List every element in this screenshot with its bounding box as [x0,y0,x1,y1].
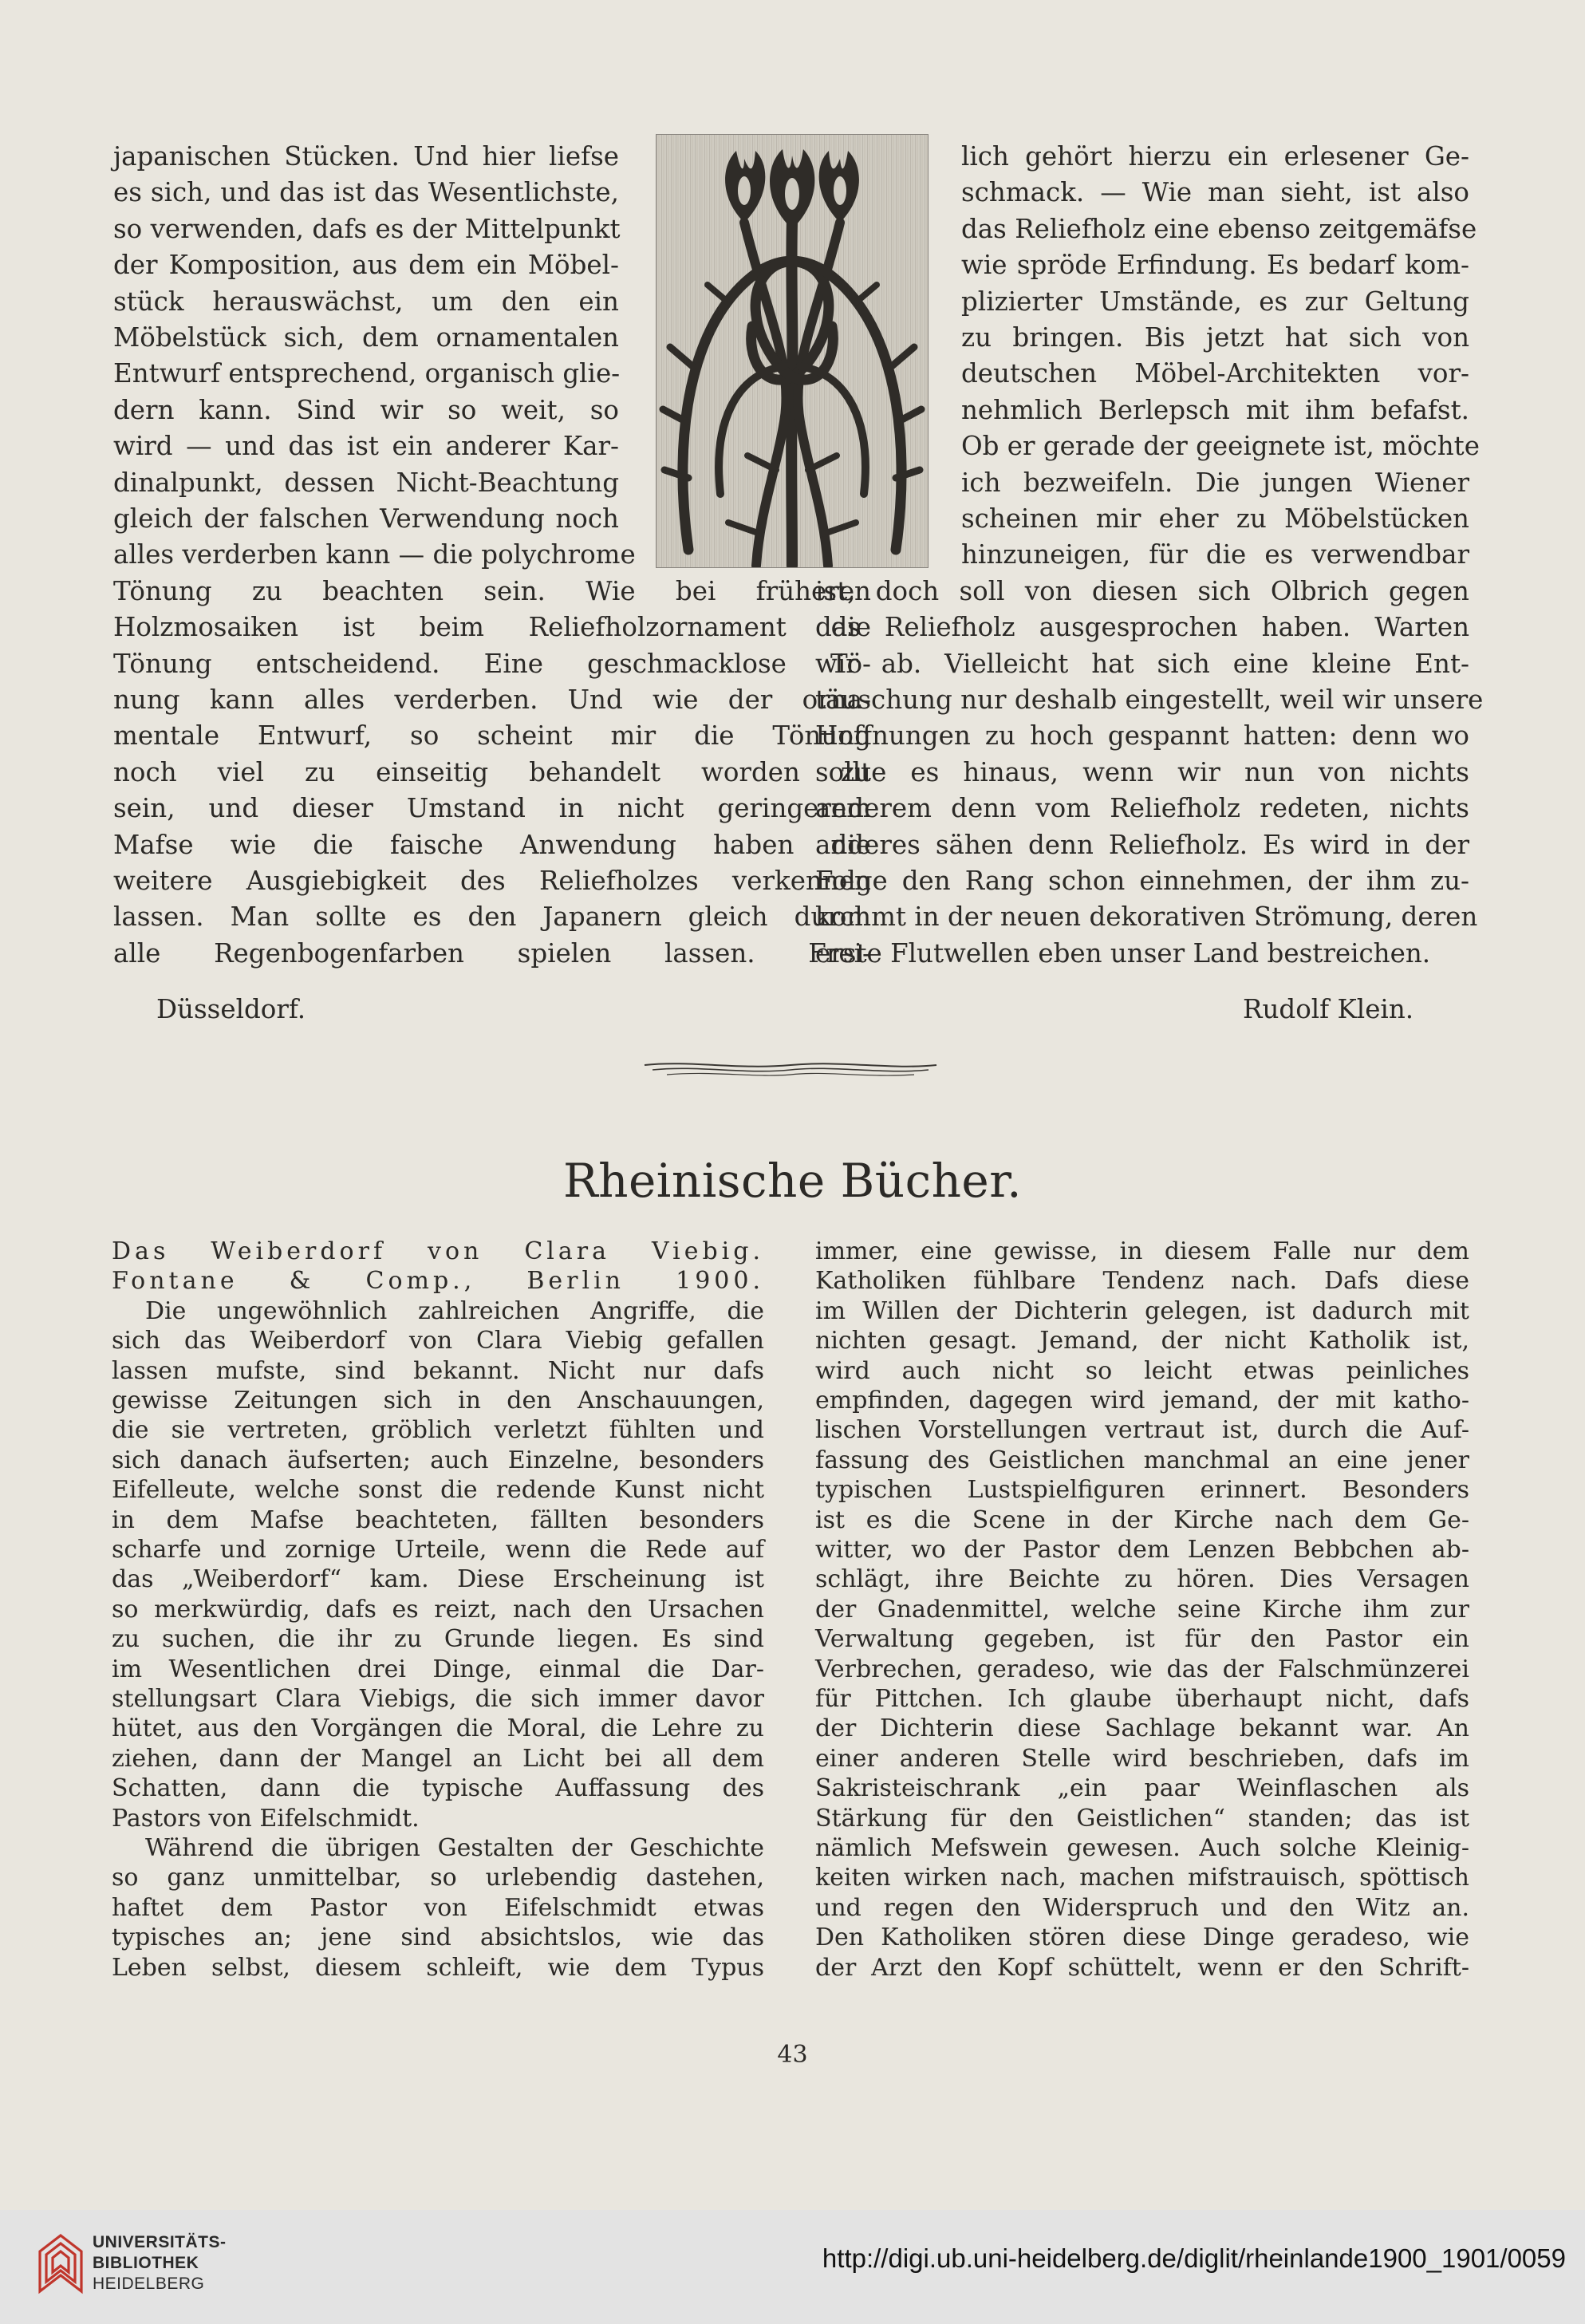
relief-wood-ornament-image [656,134,929,568]
text-line: deutschen Möbel-Architekten vor- [961,358,1469,389]
text-line: lich gehört hierzu ein erlesener Ge- [961,141,1469,172]
text-line: hinzuneigen, für die es verwendbar [961,539,1469,570]
text-line: Schatten, dann die typische Auffassung des [112,1774,764,1803]
text-line: wir ab. Vielleicht hat sich eine kleine Ent- [815,648,1469,679]
text-line: einer anderen Stelle wird beschrieben, dafs im [815,1744,1469,1773]
section-divider-ornament [643,1057,938,1081]
text-line: Folge den Rang schon einnehmen, der ihm zu- [815,866,1469,896]
text-line: für Pittchen. Ich glaube überhaupt nicht, dafs [815,1685,1469,1713]
text-line: Tönung zu beachten sein. Wie bei früheren [113,575,871,606]
text-line: plizierter Umstände, es zur Geltung [961,286,1469,317]
text-line: ist, doch soll von diesen sich Olbrich gegen [815,575,1469,606]
text-line: gewisse Zeitungen sich in den Anschauungen, [112,1387,764,1415]
text-line: Den Katholiken stören diese Dinge geradeso, wie [815,1924,1469,1952]
text-line: dinalpunkt, dessen Nicht-Beachtung [113,467,619,498]
text-line: alle Regenbogenfarben spielen lassen. Frei- [113,937,871,969]
university-library-logo-icon [32,2227,91,2299]
text-line: ziehen, dann der Mangel an Licht bei all dem [112,1744,764,1773]
text-line: empfinden, dagegen wird jemand, der mit katho- [815,1387,1469,1415]
text-line: Fontane & Comp., Berlin 1900. [112,1267,764,1296]
text-line: Möbelstück sich, dem ornamentalen [113,322,619,353]
text-line: fassung des Geistlichen manchmal an eine jener [815,1446,1469,1474]
text-line: sich das Weiberdorf von Clara Viebig gefallen [112,1327,764,1355]
article1-place: Düsseldorf. [156,994,306,1024]
section-title: Rheinische Bücher. [562,1154,1023,1208]
text-line: anderes sähen denn Reliefholz. Es wird in der [815,829,1469,860]
text-line: nämlich Mefswein gewesen. Auch solche Kleinig- [815,1834,1469,1862]
text-line: wird auch nicht so leicht etwas peinliches [815,1356,1469,1385]
text-line: nung kann alles verderben. Und wie der orna- [113,685,871,715]
text-line: typisches an; jene sind absichtslos, wie das [112,1924,764,1952]
text-line: typischen Lustspielfiguren erinnert. Besonders [815,1476,1469,1505]
text-line: stellungsart Clara Viebigs, die sich immer davor [112,1685,764,1713]
text-line: Holzmosaiken ist beim Reliefholzornament die [113,612,871,643]
text-line: lassen mufste, sind bekannt. Nicht nur dafs [112,1356,764,1385]
library-name [93,2232,227,2294]
text-line: alles verderben kann — die polychrome [113,539,636,570]
text-line: schlägt, ihre Beichte zu hören. Dies Versagen [815,1565,1469,1594]
text-line: Ob er gerade der geeignete ist, möchte [961,431,1480,462]
text-line: Entwurf entsprechend, organisch glie- [113,358,621,389]
text-line: Eifelleute, welche sonst die redende Kunst nicht [112,1476,764,1505]
text-line: anderem denn vom Reliefholz redeten, nichts [815,793,1469,824]
text-line: nichten gesagt. Jemand, der nicht Katholik ist, [815,1327,1469,1355]
text-line: Verbrechen, geradeso, wie das der Falschmünzerei [815,1655,1469,1683]
text-line: Leben selbst, diesem schleift, wie dem Typus [112,1953,764,1982]
text-line: täuschung nur deshalb eingestellt, weil wir unsere [815,685,1484,715]
text-line: lassen. Man sollte es den Japanern gleich durch [113,902,871,933]
text-line: zu bringen. Bis jetzt hat sich von [961,322,1469,353]
text-line: das Reliefholz ausgesprochen haben. Warten [815,612,1469,643]
text-line: scharfe und zornige Urteile, wenn die Rede auf [112,1536,764,1564]
text-line: ist es die Scene in der Kirche nach dem Ge- [815,1505,1469,1534]
text-line: sich danach äufserten; auch Einzelne, besonders [112,1446,764,1474]
text-line: in dem Mafse beachteten, fällten besonders [112,1505,764,1534]
text-line: Katholiken fühlbare Tendenz nach. Dafs diese [815,1267,1469,1296]
text-line: hütet, aus den Vorgängen die Moral, die Lehre zu [112,1714,764,1743]
text-line: so verwenden, dafs es der Mittelpunkt [113,213,621,244]
text-line: Sakristeischrank „ein paar Weinflaschen als [815,1774,1469,1803]
text-line: Verwaltung gegeben, ist für den Pastor ein [815,1625,1469,1654]
library-name-line2: BIBLIOTHEK [93,2254,199,2272]
text-line: haftet dem Pastor von Eifelschmidt etwas [112,1893,764,1922]
text-line: japanischen Stücken. Und hier liefse [113,141,619,172]
text-line: nehmlich Berlepsch mit ihm befafst. [961,394,1469,425]
text-line: Stärkung für den Geistlichen“ standen; das ist [815,1804,1469,1833]
text-line: stück herauswächst, um den ein [113,286,619,317]
text-line: dern kann. Sind wir so weit, so [113,394,619,425]
page-number: 43 [777,2041,808,2069]
text-line: sein, und dieser Umstand in nicht geringerem [113,793,871,824]
text-line: das „Weiberdorf“ kam. Diese Erscheinung ist [112,1565,764,1594]
library-name-line3: HEIDELBERG [93,2275,205,2293]
text-line: Das Weiberdorf von Clara Viebig. [112,1237,764,1265]
text-line: im Wesentlichen drei Dinge, einmal die Dar- [112,1655,764,1683]
text-line: mentale Entwurf, so scheint mir die Tönung [113,720,871,752]
text-line: scheinen mir eher zu Möbelstücken [961,503,1469,534]
text-line: der Arzt den Kopf schüttelt, wenn er den Schrift- [815,1953,1469,1982]
text-line: noch viel zu einseitig behandelt worden zu [113,756,871,787]
text-line: immer, eine gewisse, in diesem Falle nur dem [815,1237,1469,1265]
text-line: zu suchen, die ihr zu Grunde liegen. Es sind [112,1625,764,1654]
text-line: erste Flutwellen eben unser Land bestreichen. [815,937,1431,969]
text-line: so merkwürdig, dafs es reizt, nach den Ursachen [112,1595,764,1624]
text-line: im Willen der Dichterin gelegen, ist dadurch mit [815,1296,1469,1325]
text-line: Hoffnungen zu hoch gespannt hatten: denn wo [815,720,1469,752]
text-line: keiten wirken nach, machen mifstrauisch, spöttisch [815,1864,1469,1892]
text-line: Pastors von Eifelschmidt. [112,1804,420,1833]
text-line: es sich, und das ist das Wesentlichste, [113,177,619,208]
library-name-line1: UNIVERSITÄTS- [93,2233,227,2251]
text-line: wie spröde Erfindung. Es bedarf kom- [961,250,1469,281]
text-line: Während die übrigen Gestalten der Geschichte [145,1834,764,1862]
text-line: sollte es hinaus, wenn wir nun von nichts [815,756,1469,787]
text-line: der Komposition, aus dem ein Möbel- [113,250,619,281]
text-line: schmack. — Wie man sieht, ist also [961,177,1469,208]
text-line: witter, wo der Pastor dem Lenzen Bebbchen ab- [815,1536,1469,1564]
text-line: so ganz unmittelbar, so urlebendig dastehen, [112,1864,764,1892]
text-line: Mafse wie die faische Anwendung haben die [113,829,871,860]
text-line: Tönung entscheidend. Eine geschmacklose Tö- [113,648,871,679]
text-line: der Dichterin diese Sachlage bekannt war. An [815,1714,1469,1743]
text-line: das Reliefholz eine ebenso zeitgemäfse [961,213,1477,244]
text-line: der Gnadenmittel, welche seine Kirche ihm zur [815,1595,1469,1624]
text-line: weitere Ausgiebigkeit des Reliefholzes verkennen [113,866,871,896]
text-line: ich bezweifeln. Die jungen Wiener [961,467,1469,498]
text-line: gleich der falschen Verwendung noch [113,503,619,534]
source-url-link[interactable]: http://digi.ub.uni-heidelberg.de/diglit/rheinlande1900_1901/0059 [822,2243,1566,2273]
text-line: und regen den Widerspruch und den Witz an. [815,1893,1469,1922]
text-line: kommt in der neuen dekorativen Strömung, deren [815,902,1478,933]
text-line: lischen Vorstellungen vertraut ist, durch die Auf- [815,1416,1469,1445]
article1-author: Rudolf Klein. [1243,994,1414,1024]
text-line: Die ungewöhnlich zahlreichen Angriffe, die [145,1296,764,1325]
digitization-footer [0,2210,1585,2324]
text-line: die sie vertreten, gröblich verletzt fühlten und [112,1416,764,1445]
text-line: wird — und das ist ein anderer Kar- [113,431,619,462]
